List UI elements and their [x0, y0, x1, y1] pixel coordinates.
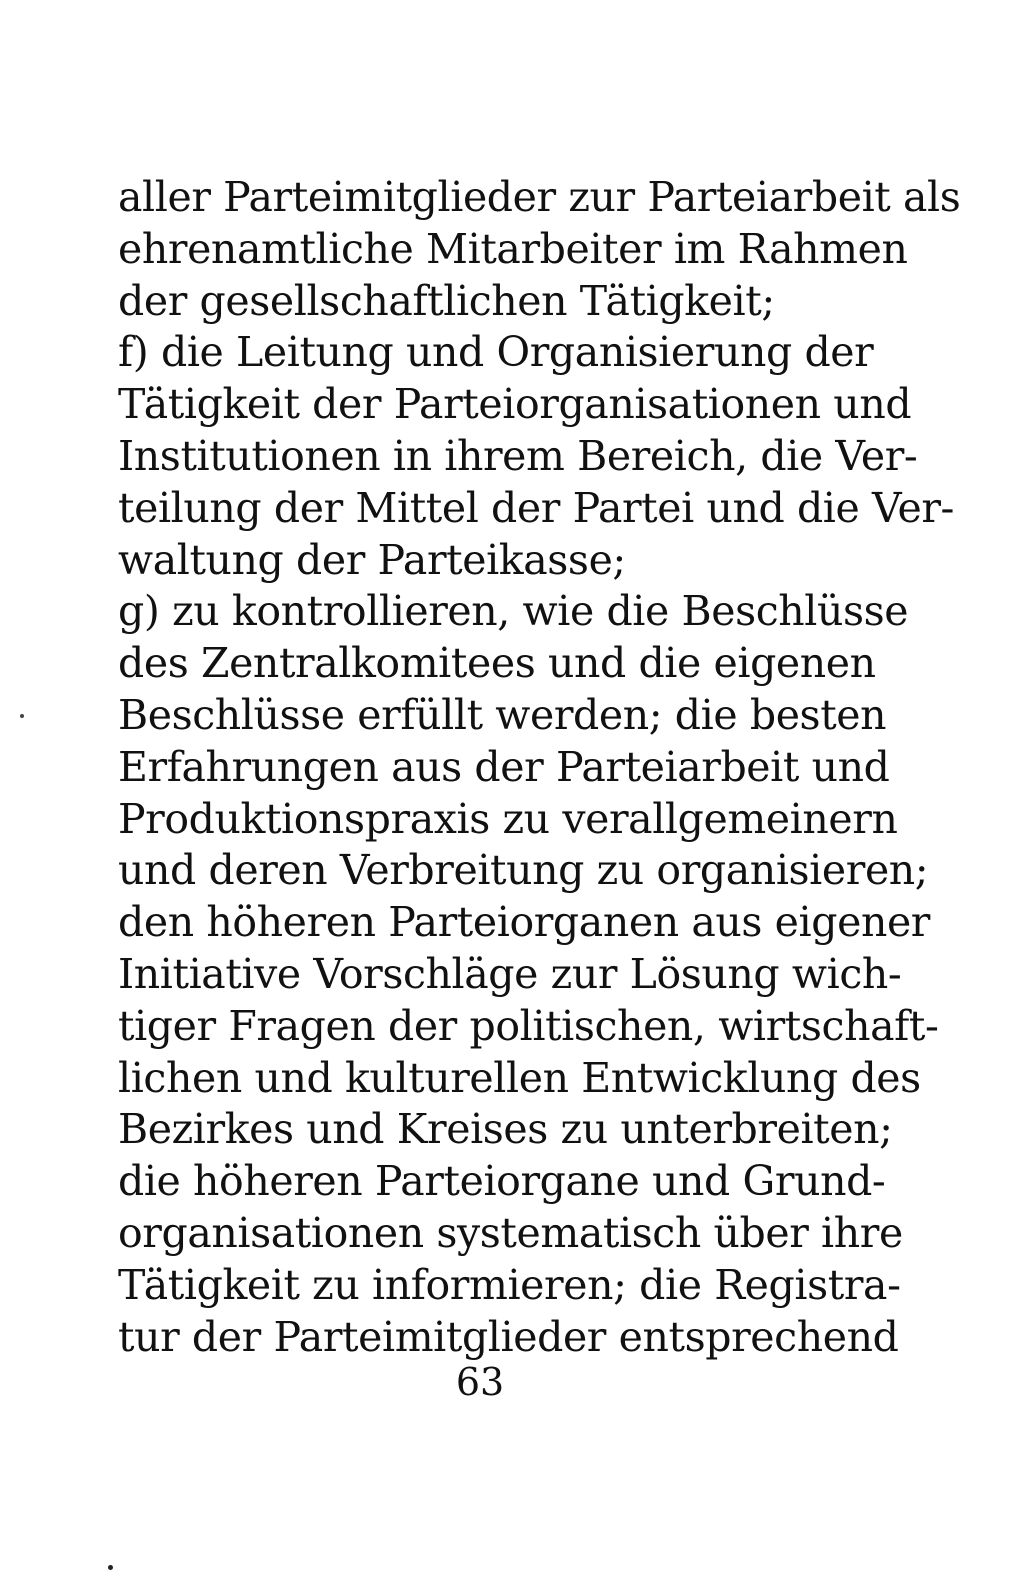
- page-number: 63: [455, 1360, 505, 1404]
- text-line-16: Initiative Vorschläge zur Lösung wich-: [118, 949, 902, 998]
- text-line-21: organisationen systematisch über ihre: [118, 1208, 903, 1257]
- text-line-13: Produktionspraxis zu verallgemeinern: [118, 794, 898, 843]
- text-line-20: die höheren Parteiorgane und Grund-: [118, 1157, 886, 1206]
- text-line-6: Institutionen in ihrem Bereich, die Ver-: [118, 431, 918, 480]
- text-line-18: lichen und kulturellen Entwicklung des: [118, 1053, 921, 1102]
- text-line-10: des Zentralkomitees und die eigenen: [118, 639, 876, 688]
- text-line-14: und deren Verbreitung zu organisieren;: [118, 846, 929, 895]
- text-line-17: tiger Fragen der politischen, wirtschaft-: [118, 1001, 939, 1050]
- text-line-23: tur der Parteimitglieder entsprechend: [118, 1312, 899, 1361]
- text-line-22: Tätigkeit zu informieren; die Registra-: [118, 1260, 901, 1309]
- text-line-9: g) zu kontrollieren, wie die Beschlüsse: [118, 587, 909, 636]
- scan-speck: [108, 1565, 113, 1570]
- text-line-4: f) die Leitung und Organisierung der: [118, 328, 874, 377]
- text-line-5: Tätigkeit der Parteiorganisationen und: [118, 380, 912, 429]
- text-line-11: Beschlüsse erfüllt werden; die besten: [118, 690, 887, 739]
- text-line-2: ehrenamtliche Mitarbeiter im Rahmen: [118, 224, 908, 273]
- scan-speck: [20, 714, 24, 718]
- text-line-7: teilung der Mittel der Partei und die Ver-: [118, 483, 954, 532]
- text-line-3: der gesellschaftlichen Tätigkeit;: [118, 276, 775, 325]
- text-line-1: aller Parteimitglieder zur Parteiarbeit als: [118, 173, 961, 221]
- body-text: [118, 172, 961, 1363]
- text-line-12: Erfahrungen aus der Parteiarbeit und: [118, 742, 890, 791]
- text-line-15: den höheren Parteiorganen aus eigener: [118, 898, 931, 947]
- text-line-8: waltung der Parteikasse;: [118, 535, 626, 584]
- text-line-19: Bezirkes und Kreises zu unterbreiten;: [118, 1105, 893, 1154]
